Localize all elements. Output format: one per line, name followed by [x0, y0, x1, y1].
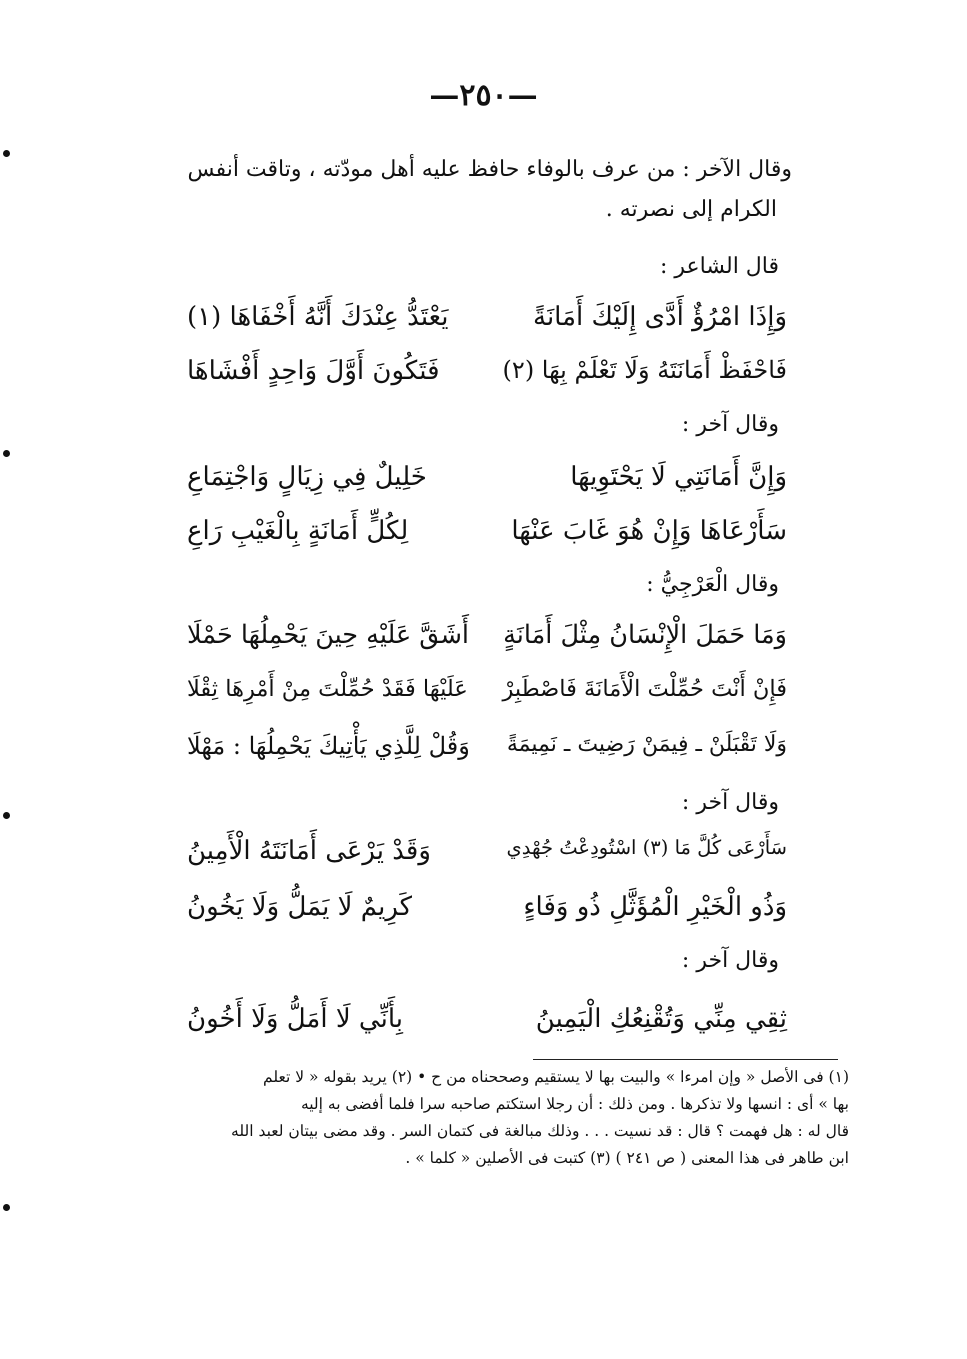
verse-second-hemistich: خَلِيلٌ فِي زِيَالٍ وَاجْتِمَاعِ — [187, 462, 427, 492]
section-label: وقال آخر : — [681, 412, 779, 437]
verse-line — [187, 676, 787, 730]
verse-line — [187, 356, 787, 410]
section-label: وقال آخر : — [681, 948, 779, 973]
verse-second-hemistich: أَشَقَّ عَلَيْهِ حِينَ يَحْمِلُهَا حَمْلَا — [187, 620, 470, 650]
verse-first-hemistich: سَأَرْعَاهَا وَإِنْ هُوَ غَابَ عَنْهَا — [511, 516, 787, 546]
verse-first-hemistich: ثِقِي مِنِّي وَتُقْنِعُكِ الْيَمِينُ — [535, 1004, 787, 1034]
verse-line — [187, 892, 787, 946]
verse-line — [187, 516, 787, 570]
verse-first-hemistich: فَإِنْ أَنْتَ حُمِّلْتَ الْأَمَانَةَ فَاصْطَبِرْ — [502, 676, 787, 702]
verse-first-hemistich: وَإِذَا امْرُؤٌ أَدَّى إِلَيْكَ أَمَانَةً — [533, 302, 787, 332]
footnotes — [219, 1064, 849, 1172]
verse-line — [187, 462, 787, 516]
section-label: وقال آخر : — [681, 790, 779, 815]
verse-second-hemistich: كَرِيمٌ لَا يَمَلُّ وَلَا يَخُونُ — [187, 892, 413, 922]
verse-line — [187, 732, 787, 786]
intro-line-2: الكرام إلى نصرته . — [605, 197, 777, 222]
intro-paragraph — [162, 150, 792, 230]
footnote-line: ابن طاهر فى هذا المعنى ( ص ٢٤١ ) (٣) كتبت فى الأصلين « كلما » . — [405, 1149, 849, 1167]
verse-first-hemistich: سَأَرْعَى كُلَّ مَا (٣) اسْتُودِعْتُ جُهْدِي — [506, 836, 787, 859]
verse-first-hemistich: فَاحْفَظْ أَمَانَتَهُ وَلَا تَعْلَمْ بِهَا (٢) — [502, 356, 787, 384]
verse-first-hemistich: وَإِنَّ أَمَانَتِي لَا يَحْتَوِيهَا — [570, 462, 787, 492]
verse-second-hemistich: يَعْتَدُّ عِنْدَكَ أَنَّهُ أَخْفَاهَا (١) — [187, 302, 449, 332]
verse-first-hemistich: وَمَا حَمَلَ الْإِنْسَانُ مِثْلَ أَمَانَةٍ — [503, 620, 787, 650]
margin-mark — [3, 150, 10, 157]
verse-line — [187, 836, 787, 890]
verse-second-hemistich: وَقُلْ لِلَّذِي يَأْتِيكَ يَحْمِلُهَا : مَهْلَا — [187, 732, 470, 760]
intro-line-1: وقال الآخر : من عرف بالوفاء حافظ عليه أهل مودّته ، وتاقت أنفس — [187, 157, 792, 182]
verse-line — [187, 620, 787, 674]
footnote-line: (١) فى الأصل « وإن امرءا » والبيت بها لا يستقيم وصححناه من ح • (٢) يريد بقوله « لا تعلم — [263, 1068, 849, 1086]
verse-second-hemistich: وَقَدْ يَرْعَى أَمَانَتَهُ الْأَمِينُ — [187, 836, 431, 866]
verse-second-hemistich: لِكُلٍّ أَمَانَةٍ بِالْغَيْبِ رَاعِ — [187, 516, 409, 546]
verse-first-hemistich: وَلَا تَقْبَلَنْ ـ فِيمَنْ رَضِيتَ ـ نَمِيمَةً — [506, 732, 787, 757]
section-label: قال الشاعر : — [659, 254, 779, 279]
verse-second-hemistich: بِأَنِّي لَا أَمَلُّ وَلَا أَخُونُ — [187, 1004, 403, 1034]
section-label: وقال الْعَرْجِيُّ : — [646, 572, 779, 597]
verse-second-hemistich: عَلَيْهَا فَقَدْ حُمِّلْتَ مِنْ أَمْرِهَا ثِقْلَا — [187, 676, 468, 702]
margin-mark — [3, 812, 10, 819]
verse-first-hemistich: وَذُو الْخَيْرِ الْمُؤَثَّلِ ذُو وَفَاءٍ — [523, 892, 787, 922]
verse-second-hemistich: فَتَكُونَ أَوَّلَ وَاحِدٍ أَفْشَاهَا — [187, 356, 440, 386]
verse-line — [187, 302, 787, 356]
footnote-line: بها » أى : انسها ولا تذكرها . ومن ذلك : أن رجلا استكتم صاحبه سرا فلما أفضى به إليه — [300, 1095, 849, 1113]
margin-mark — [3, 450, 10, 457]
page-number: —٢٥٠— — [429, 78, 538, 113]
footnote-line: قال له : هل فهمت ؟ قال : قد نسيت . . . وذلك مبالغة فى كتمان السر . وقد مضى بيتان لعبد الله — [231, 1122, 849, 1140]
footnote-divider — [533, 1059, 838, 1060]
margin-mark — [3, 1204, 10, 1211]
verse-line — [187, 1004, 787, 1058]
